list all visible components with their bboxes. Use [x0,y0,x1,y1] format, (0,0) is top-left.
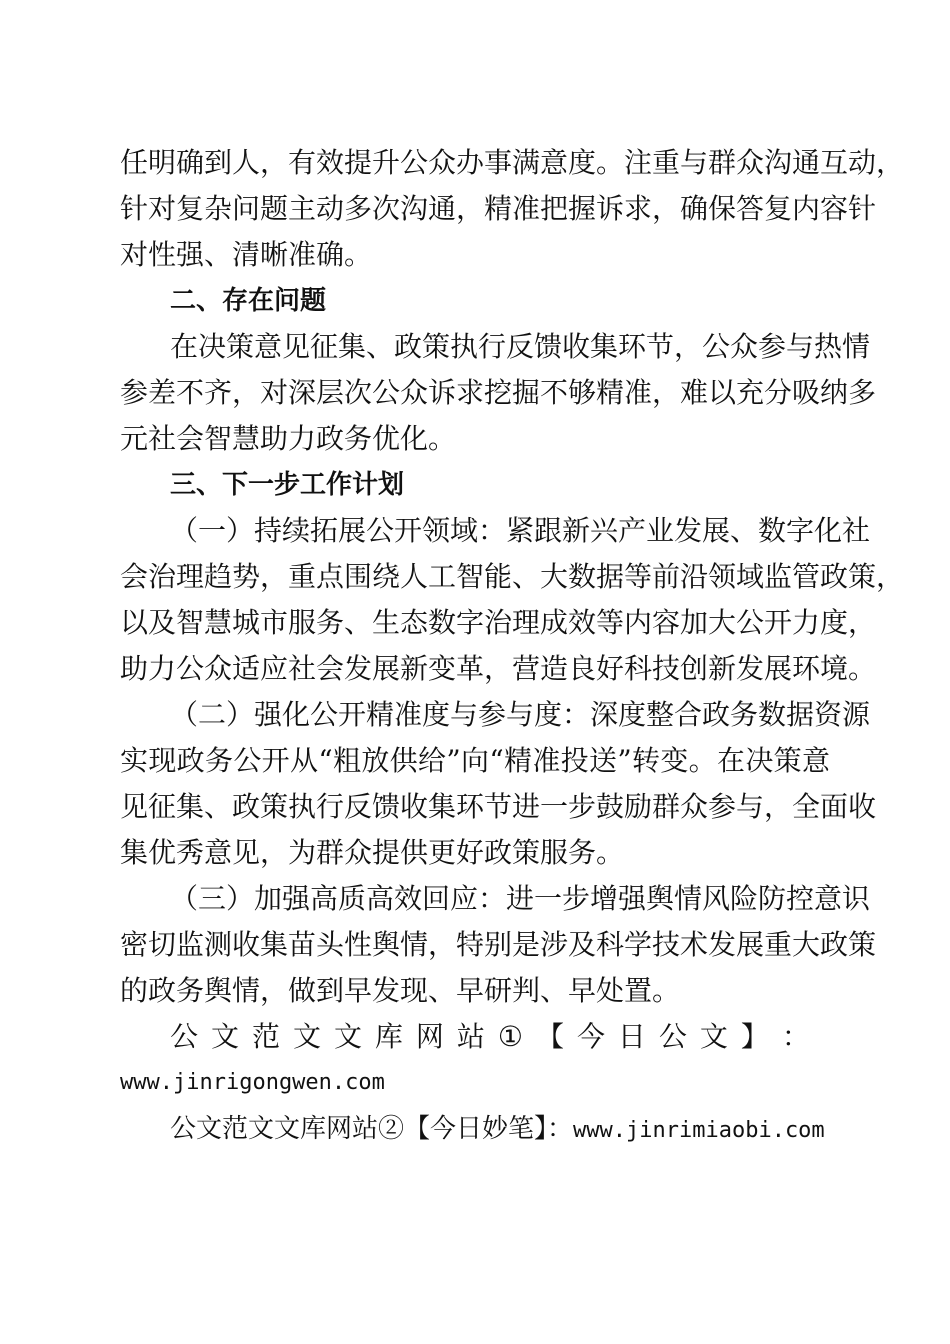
footer-site2 [170,1111,825,1147]
body-line: （三）加强高质高效回应：进一步增强舆情风险防控意识 [170,882,871,915]
body-line: 实现政务公开从“粗放供给”向“精准投送”转变。在决策意 [120,744,830,777]
footer-char: 文 [699,1020,728,1053]
body-line: 任明确到人，有效提升公众办事满意度。注重与群众沟通互动， [120,146,905,179]
footer-char: 公 [170,1020,199,1053]
footer-char: ： [781,1020,810,1053]
footer-site2-url[interactable]: www.jinrimiaobi.com [573,1118,825,1143]
footer-char: 】 [740,1020,769,1053]
body-line: 见征集、政策执行反馈收集环节进一步鼓励群众参与，全面收 [120,790,877,823]
footer-char: 文 [292,1020,321,1053]
footer-char: 日 [617,1020,646,1053]
footer-char: 文 [210,1020,239,1053]
footer-char: 范 [251,1020,280,1053]
footer-char: 库 [374,1020,403,1053]
footer-site1-label [170,1019,810,1055]
footer-char: 网 [415,1020,444,1053]
footer-char: 站 [456,1020,485,1053]
footer-char: 【 [535,1020,564,1053]
footer-site1-url[interactable]: www.jinrigongwen.com [120,1070,385,1095]
body-line: 参差不齐，对深层次公众诉求挖掘不够精准，难以充分吸纳多 [120,376,877,409]
body-line: （一）持续拓展公开领域：紧跟新兴产业发展、数字化社 [170,514,871,547]
body-line: 密切监测收集苗头性舆情，特别是涉及科学技术发展重大政策 [120,928,877,961]
footer-char: ① [497,1020,523,1053]
body-line: 针对复杂问题主动多次沟通，精准把握诉求，确保答复内容针 [120,192,877,225]
body-line: 集优秀意见，为群众提供更好政策服务。 [120,836,625,869]
body-line: 在决策意见征集、政策执行反馈收集环节，公众参与热情 [170,330,871,363]
body-line: 对性强、清晰准确。 [120,238,373,271]
body-line: 会治理趋势，重点围绕人工智能、大数据等前沿领域监管政策， [120,560,905,593]
footer-site2-label: 公文范文文库网站②【今日妙笔】： [170,1114,574,1144]
body-line: （二）强化公开精准度与参与度：深度整合政务数据资源 [170,698,871,731]
body-line: 元社会智慧助力政务优化。 [120,422,457,455]
footer-char: 今 [576,1020,605,1053]
section-heading-next-steps: 三、下一步工作计划 [170,470,405,500]
section-heading-problems: 二、存在问题 [170,286,327,316]
footer-char: 文 [333,1020,362,1053]
footer-char: 公 [658,1020,687,1053]
body-line: 助力公众适应社会发展新变革，营造良好科技创新发展环境。 [120,652,877,685]
body-line: 的政务舆情，做到早发现、早研判、早处置。 [120,974,681,1007]
body-line: 以及智慧城市服务、生态数字治理成效等内容加大公开力度， [120,606,877,639]
